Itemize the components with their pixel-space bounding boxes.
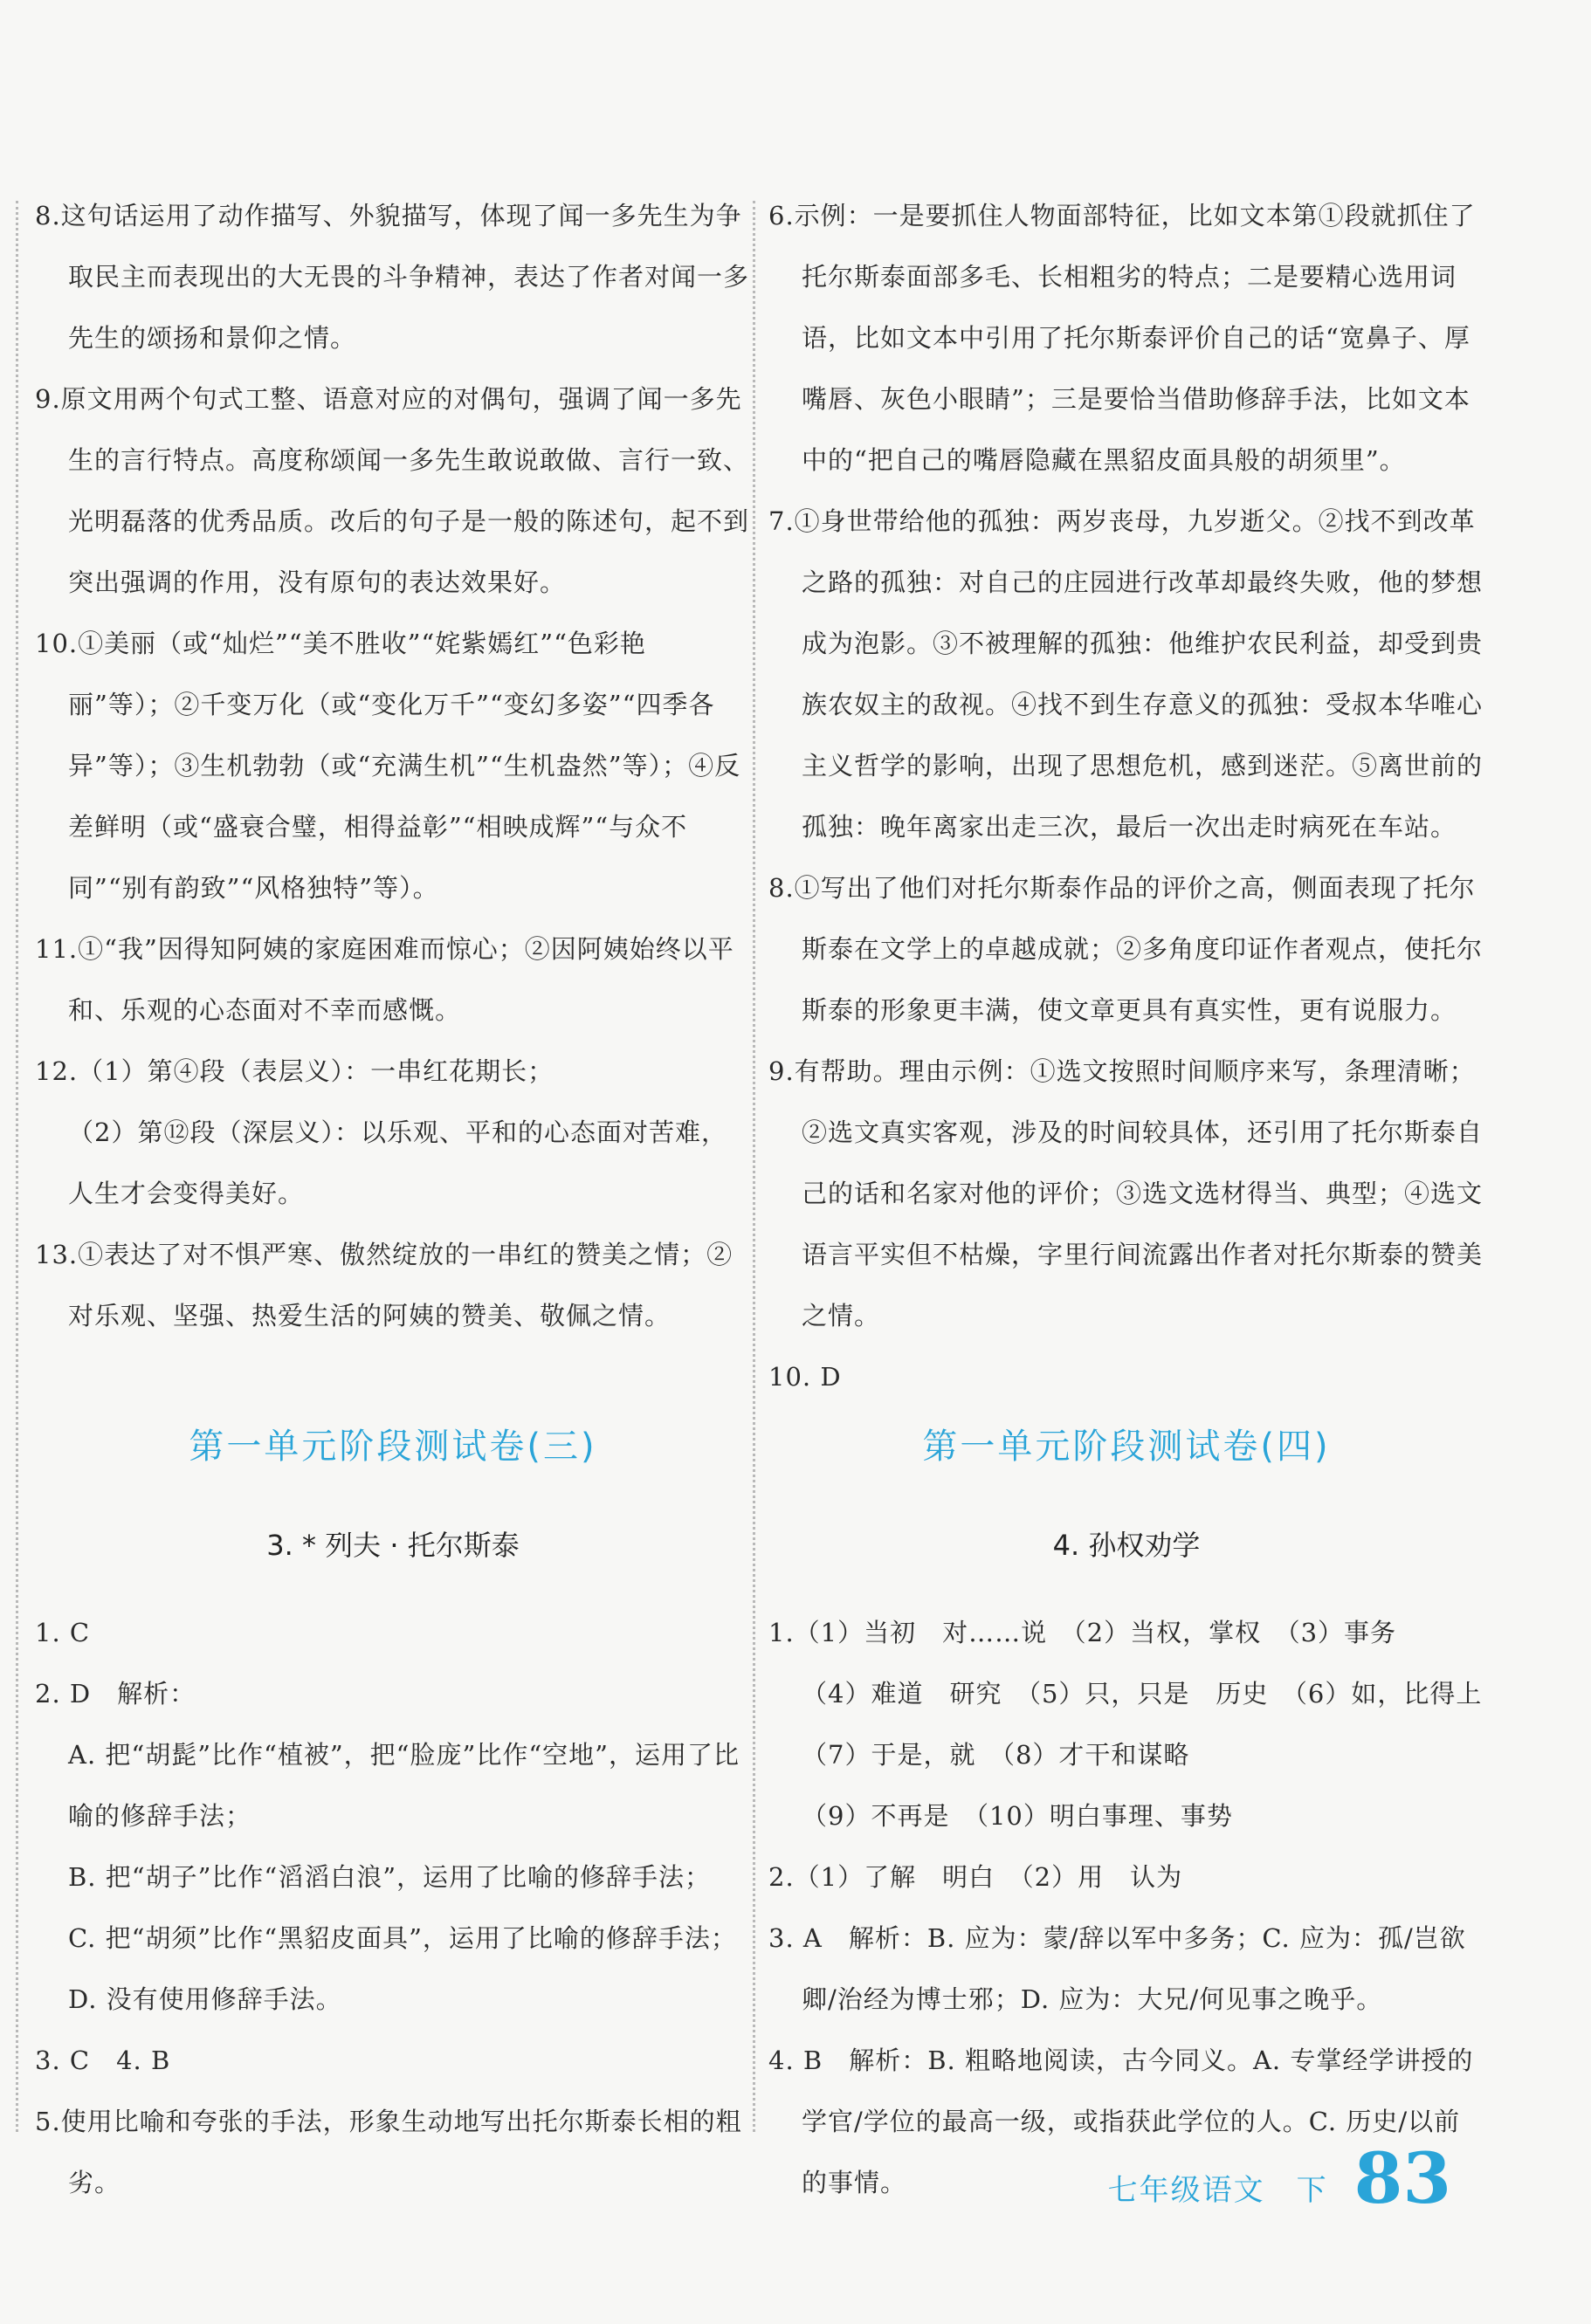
left-answers	[35, 1602, 751, 2213]
right-column	[768, 185, 1484, 1407]
answer-8: 8.这句话运用了动作描写、外貌描写，体现了闻一多先生为争取民主而表现出的大无畏的斗争精神，表达了作者对闻一多先生的颂扬和景仰之情。	[35, 201, 750, 353]
answer-5: 5.使用比喻和夸张的手法，形象生动地写出托尔斯泰长相的粗劣。	[35, 2107, 742, 2197]
answer-11: 11.①“我”因得知阿姨的家庭困难而惊心；②因阿姨始终以平和、乐观的心态面对不幸而感慨。	[35, 934, 734, 1025]
right-answers	[768, 1602, 1484, 2219]
answer-r1: 1.（1）当初 对……说 （2）当权，掌权 （3）事务	[768, 1618, 1397, 1647]
left-column	[35, 185, 751, 1346]
footer-grade-subject: 七年级语文 下	[1107, 2173, 1328, 2208]
answer-r1-d: （9）不再是 （10）明白事理、事势	[802, 1801, 1233, 1831]
answer-6: 6.示例：一是要抓住人物面部特征，比如文本第①段就抓住了托尔斯泰面部多毛、长相粗劣的特点；二是要精心选用词语，比如文本中引用了托尔斯泰评价自己的话“宽鼻子、厚嘴唇、灰色小眼睛”；三是要恰当借助修辞手法，比如文本中的“把自己的嘴唇隐藏在黑貂皮面具般的胡须里”。	[768, 201, 1476, 475]
lesson-title-3: 3. * 列夫 · 托尔斯泰	[266, 1529, 520, 1562]
answer-2: 2. D 解析：	[35, 1679, 196, 1709]
answer-2-c: C. 把“胡须”比作“黑貂皮面具”，运用了比喻的修辞手法；	[68, 1923, 737, 1953]
answer-1: 1. C	[35, 1618, 91, 1647]
answer-r3: 3. A 解析：B. 应为：蒙/辞以军中多务；C. 应为：孤/岂欲卿/治经为博士邪；D. 应为：大兄/何见事之晚乎。	[768, 1923, 1466, 2014]
page-number: 83	[1353, 2137, 1451, 2219]
answer-2-a: A. 把“胡髭”比作“植被”，把“脸庞”比作“空地”，运用了比喻的修辞手法；	[68, 1740, 740, 1831]
answer-r1-b: （4）难道 研究 （5）只，只是 历史 （6）如，比得上	[802, 1679, 1483, 1709]
answer-r4: 4. B 解析：B. 粗略地阅读，古今同义。A. 专掌经学讲授的学官/学位的最高一级，或指获此学位的人。C. 历史/以前的事情。	[768, 2046, 1474, 2197]
answer-9r: 9.有帮助。理由示例：①选文按照时间顺序来写，条理清晰；②选文真实客观，涉及的时间较具体，还引用了托尔斯泰自己的话和名家对他的评价；③选文选材得当、典型；④选文语言平实但不枯燥，字里行间流露出作者对托尔斯泰的赞美之情。	[768, 1056, 1484, 1330]
lesson-title-4: 4. 孙权劝学	[1052, 1529, 1201, 1562]
answer-r2: 2.（1）了解 明白 （2）用 认为	[768, 1862, 1183, 1892]
answer-8r: 8.①写出了他们对托尔斯泰作品的评价之高，侧面表现了托尔斯泰在文学上的卓越成就；②多角度印证作者观点，使托尔斯泰的形象更丰满，使文章更具有真实性，更有说服力。	[768, 873, 1484, 1025]
answer-3-4: 3. C 4. B	[35, 2046, 171, 2075]
section-title-4: 第一单元阶段测试卷(四)	[922, 1427, 1331, 1467]
answer-10r: 10. D	[768, 1362, 842, 1392]
answer-2-b: B. 把“胡子”比作“滔滔白浪”，运用了比喻的修辞手法；	[68, 1862, 712, 1892]
left-margin-dots	[16, 201, 18, 2132]
answer-9: 9.原文用两个句式工整、语意对应的对偶句，强调了闻一多先生的言行特点。高度称颂闻一多先生敢说敢做、言行一致、光明磊落的优秀品质。改后的句子是一般的陈述句，起不到突出强调的作用，没有原句的表达效果好。	[35, 384, 750, 597]
answer-10: 10.①美丽（或“灿烂”“美不胜收”“姹紫嫣红”“色彩艳丽”等）；②千变万化（或“变化万千”“变幻多姿”“四季各异”等）；③生机勃勃（或“充满生机”“生机盎然”等）；④反差鲜明（或“盛衰合璧，相得益彰”“相映成辉”“与众不同”“别有韵致”“风格独特”等）。	[35, 629, 741, 903]
answer-7: 7.①身世带给他的孤独：两岁丧母，九岁逝父。②找不到改革之路的孤独：对自己的庄园进行改革却最终失败，他的梦想成为泡影。③不被理解的孤独：他维护农民利益，却受到贵族农奴主的敌视。④找不到生存意义的孤独：受叔本华唯心主义哲学的影响，出现了思想危机，感到迷茫。⑤离世前的孤独：晚年离家出走三次，最后一次出走时病死在车站。	[768, 506, 1484, 842]
section-title-3: 第一单元阶段测试卷(三)	[189, 1427, 597, 1467]
answer-12-2: （2）第⑫段（深层义）：以乐观、平和的心态面对苦难，人生才会变得美好。	[68, 1117, 727, 1208]
answer-12-1: 12.（1）第④段（表层义）：一串红花期长；	[35, 1056, 554, 1086]
answer-2-d: D. 没有使用修辞手法。	[68, 1984, 342, 2014]
center-divider-dots	[753, 201, 755, 2132]
answer-r1-c: （7）于是，就 （8）才干和谋略	[802, 1740, 1190, 1770]
page-footer	[1107, 2137, 1451, 2219]
answer-13: 13.①表达了对不惧严寒、傲然绽放的一串红的赞美之情；②对乐观、坚强、热爱生活的阿姨的赞美、敬佩之情。	[35, 1240, 734, 1330]
